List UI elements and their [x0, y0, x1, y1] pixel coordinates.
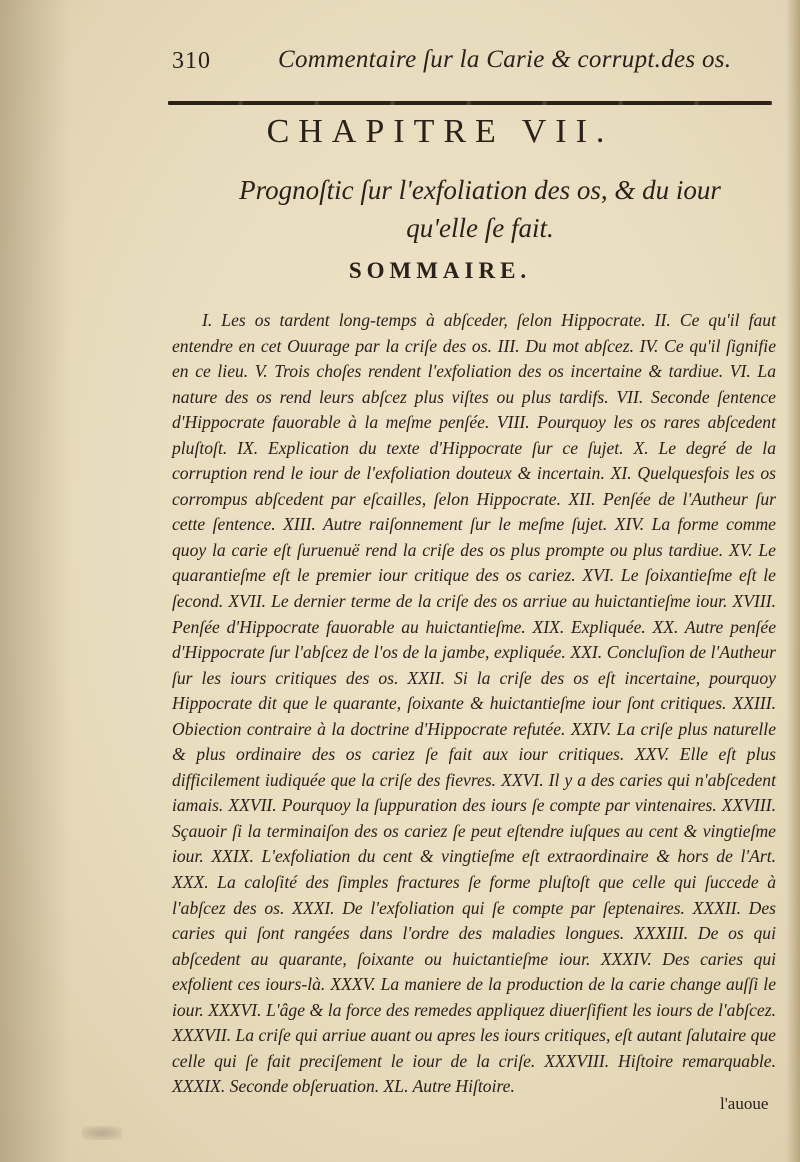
gutter-shadow: [0, 0, 70, 1162]
ink-smudge: [82, 1126, 122, 1140]
summary-paragraph: I. Les os tardent long-temps à abſceder, ſelon Hippocrate. II. Ce qu'il faut entendre en cet Ouurage par la criſe des os. III. Du mot abſcez. IV. Ce qu'il ſignifie en ce lieu. V. Trois choſes rendent l'exfoliation des os incertaine & tardiue. VI. La nature des os rend leurs abſcez plus viſtes ou plus tardifs. VII. Seconde ſentence d'Hippocrate fauorable à la meſme penſée. VIII. Pourquoy les os rares abſcedent pluſtoſt. IX. Explication du texte d'Hippocrate ſur ce ſujet. X. Le degré de la corruption rend le iour de l'exfoliation douteux & incertain. XI. Quelquesfois les os corrompus abſcedent par eſcailles, ſelon Hippocrate. XII. Penſée de l'Autheur ſur cette ſentence. XIII. Autre raiſonnement ſur le meſme ſujet. XIV. La forme comme quoy la carie eſt ſuruenuë rend la criſe des os plus prompte ou plus tardiue. XV. Le quarantieſme eſt le premier iour critique des os cariez. XVI. Le ſoixantieſme eſt le ſecond. XVII. Le dernier terme de la criſe des os arriue au huictantieſme iour. XVIII. Penſée d'Hippocrate fauorable au huictantieſme. XIX. Expliquée. XX. Autre penſée d'Hippocrate ſur l'abſcez de l'os de la jambe, expliquée. XXI. Concluſion de l'Autheur ſur les iours critiques des os. XXII. Si la criſe des os eſt incertaine, pourquoy Hippocrate dit que le quarante, ſoixante & huictantieſme iour ſont critiques. XXIII. Obiection contraire à la doctrine d'Hippocrate refutée. XXIV. La criſe plus naturelle & plus ordinaire des os cariez ſe fait aux iour critiques. XXV. Elle eſt plus difficilement iudiquée que la criſe des fievres. XXVI. Il y a des caries qui n'abſcedent iamais. XXVII. Pourquoy la ſuppuration des iours ſe compte par vintenaires. XXVIII. Sçauoir ſi la terminaiſon des os cariez ſe peut eſtendre iuſques au cent & vingtieſme iour. XXIX. L'exfoliation du cent & vingtieſme eſt extraordinaire & hors de l'Art. XXX. La caloſité des ſimples fractures ſe forme pluſtoſt que celle qui ſuccede à l'abſcez des os. XXXI. De l'exfoliation qui ſe compte par ſeptenaires. XXXII. Des caries qui ſont rangées dans l'ordre des maladies longues. XXXIII. De os qui abſcedent au quarante, ſoixante ou huictantieſme iour. XXXIV. Des caries qui exfolient ces iours-là. XXXV. La maniere de la production de la carie change auſſi le iour. XXXVI. L'âge & la force des remedes appliquez diuerſifient les iours de l'abſcez. XXXVII. La criſe qui arriue auant ou apres les iours critiques, eſt autant ſalutaire que celle qui ſe fait preciſement le iour de la criſe. XXXVIII. Hiſtoire remarquable. XXXIX. Seconde obſeruation. XL. Autre Hiſtoire.: [172, 310, 776, 1097]
chapter-subtitle: Prognoſtic ſur l'exfoliation des os, & du iour qu'elle ſe fait.: [239, 175, 721, 243]
chapter-heading: CHAPITRE VII.: [266, 113, 614, 150]
page-number: 310: [172, 48, 211, 74]
running-title: Commentaire ſur la Carie & corrupt.des os.: [278, 46, 732, 73]
catchword: l'auoue: [720, 1094, 769, 1113]
running-head: [172, 46, 732, 82]
summary-heading: SOMMAIRE.: [348, 258, 532, 283]
header-rule: [168, 101, 772, 105]
page-edge: [786, 0, 800, 1162]
